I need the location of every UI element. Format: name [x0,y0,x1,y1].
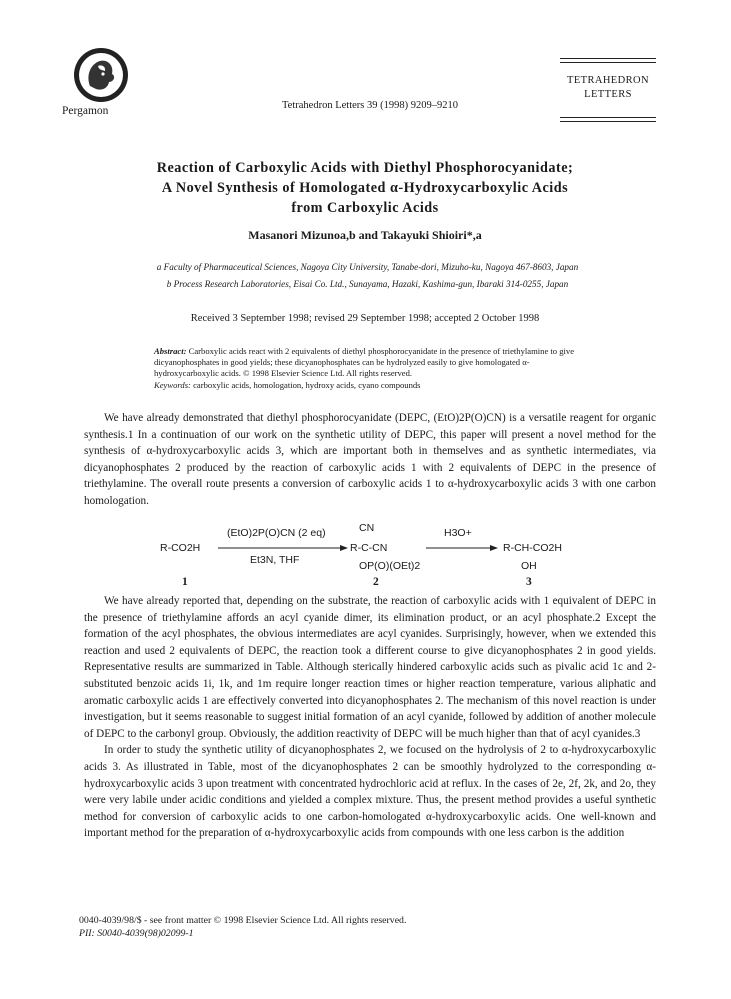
article-title [100,158,630,218]
publisher-logo [72,46,130,104]
scheme-reagent-2: H3O+ [444,527,472,539]
footer-copyright: 0040-4039/98/$ - see front matter © 1998 Elsevier Science Ltd. All rights reserved. [79,915,407,926]
title-line-2: A Novel Synthesis of Homologated α-Hydroxycarboxylic Acids [161,180,569,196]
journal-name-line1: TETRAHEDRON [567,75,649,86]
affiliation-a: a Faculty of Pharmaceutical Sciences, Nagoya City University, Tanabe-dori, Mizuho-ku, Nagoya 467-8603, Japan [156,262,579,272]
abstract [154,346,579,391]
scheme-int-top: CN [359,522,375,534]
journal-citation: Tetrahedron Letters 39 (1998) 9209–9210 [282,100,458,111]
scheme-reagent-bottom: Et3N, THF [250,554,300,566]
scheme-int-mid: R-C-CN [350,542,388,554]
keywords-label: Keywords: [154,379,191,390]
scheme-int-bottom: OP(O)(OEt)2 [359,560,421,572]
body-paragraph-1: We have already demonstrated that diethyl phosphorocyanidate (DEPC, (EtO)2P(O)CN) is a versatile reagent for organic synthesis.1 In a continuation of our work on the synthetic utility of DEPC, this paper will present a novel method for the synthesis of α-hydroxycarboxylic acids 3, which are important both in themselves and as synthetic intermediates, via dicyanophosphates 2 produced by the reaction of carboxylic acids 1 with 2 equivalents of DEPC in the presence of triethylamine. The overall route presents a conversion of carboxylic acids 1 to α-hydroxycarboxylic acids 3 with one carbon homologation. [84,412,656,507]
body-paragraphs-2-3 [84,593,656,842]
scheme-arrow-1 [218,544,348,552]
scheme-arrow-2 [426,544,498,552]
abstract-text: Carboxylic acids react with 2 equivalents of diethyl phosphorocyanidate in the presence of triethylamine to give dicyanophosphates in good yields; these dicyanophosphates can be hydrolyzed easily to give homologated α-hydroxycarboxylic acids. © 1998 Elsevier Science Ltd. All rights reserved. [154,346,575,379]
journal-name-line2: LETTERS [584,89,632,100]
body-paragraph-2: We have already reported that, depending on the substrate, the reaction of carboxylic acids with 1 equivalent of DEPC in the presence of triethylamine affords an acyl cyanide dimer, its elimination product, or an acyl phosphate.2 Except the formation of the acyl phosphates, the obvious intermediates are acyl cyanides. Surprisingly, however, when we extended this reaction and used 2 equivalents of DEPC, the reaction took a different course to give dicyanophosphates 2 in good yields. Representative results are summarized in Table. Although sterically hindered carboxylic acids such as pivalic acid 1c and 2-substituted benzoic acids 1i, 1k, and 1m require longer reaction times or higher reaction temperature, various aliphatic and aromatic carboxylic acids 1 are effectively converted into dicyanophosphates 2. The mechanism of this novel reaction is under investigation, but it seems reasonable to suggest initial formation of an acyl cyanide, followed by addition of another molecule of DEPC to the carbonyl group. Obviously, the addition reactivity of DEPC will be much higher than that of acyl cyanides.3 [84,595,656,740]
affiliation-b: b Process Research Laboratories, Eisai Co. Ltd., Sunayama, Hazaki, Kashima-gun, Ibaraki 314-0255, Japan [166,279,569,289]
journal-rule-top [560,58,656,59]
journal-rule-bottom-thin [560,121,656,122]
scheme-product-bottom: OH [521,560,537,572]
title-line-1: Reaction of Carboxylic Acids with Diethyl Phosphorocyanidate; [156,160,574,176]
scheme-label-1: 1 [182,576,188,588]
journal-rule-bottom [560,117,656,118]
scheme-product-mid: R-CH-CO2H [503,542,562,554]
body-paragraph-3: In order to study the synthetic utility of dicyanophosphates 2, we focused on the hydrolysis of 2 to α-hydroxycarboxylic acids 3. As illustrated in Table, most of the dicyanophosphates 2 can be smoothly hydrolyzed to the corresponding α-hydroxycarboxylic acids 3 upon treatment with concentrated hydrochloric acid at reflux. In the cases of 2e, 2f, 2k, and 2o, they were very labile under acidic conditions and yielded a complex mixture. Thus, the present method provides a useful synthetic method for conversion of carboxylic acids to one carbon-homologated α-hydroxycarboxylic acids. One well-known and important method for the preparation of α-hydroxycarboxylic acids from compounds with one less carbon is the addition [84,744,656,840]
footer-pii: PII: S0040-4039(98)02099-1 [79,928,194,939]
reaction-scheme [160,521,580,593]
keywords-text: carboxylic acids, homologation, hydroxy acids, cyano compounds [193,379,421,390]
scheme-reagent-top: (EtO)2P(O)CN (2 eq) [227,527,326,539]
received-dates: Received 3 September 1998; revised 29 September 1998; accepted 2 October 1998 [190,313,540,324]
abstract-label: Abstract: [154,346,187,356]
publisher-name: Pergamon [62,105,109,117]
scheme-label-2: 2 [373,576,379,588]
scheme-reactant: R-CO2H [160,542,201,554]
authors: Masanori Mizunoa,b and Takayuki Shioiri*,a [248,228,482,242]
scheme-label-3: 3 [526,576,532,588]
title-line-3: from Carboxylic Acids [291,200,439,216]
journal-rule-top-thin [560,62,656,63]
